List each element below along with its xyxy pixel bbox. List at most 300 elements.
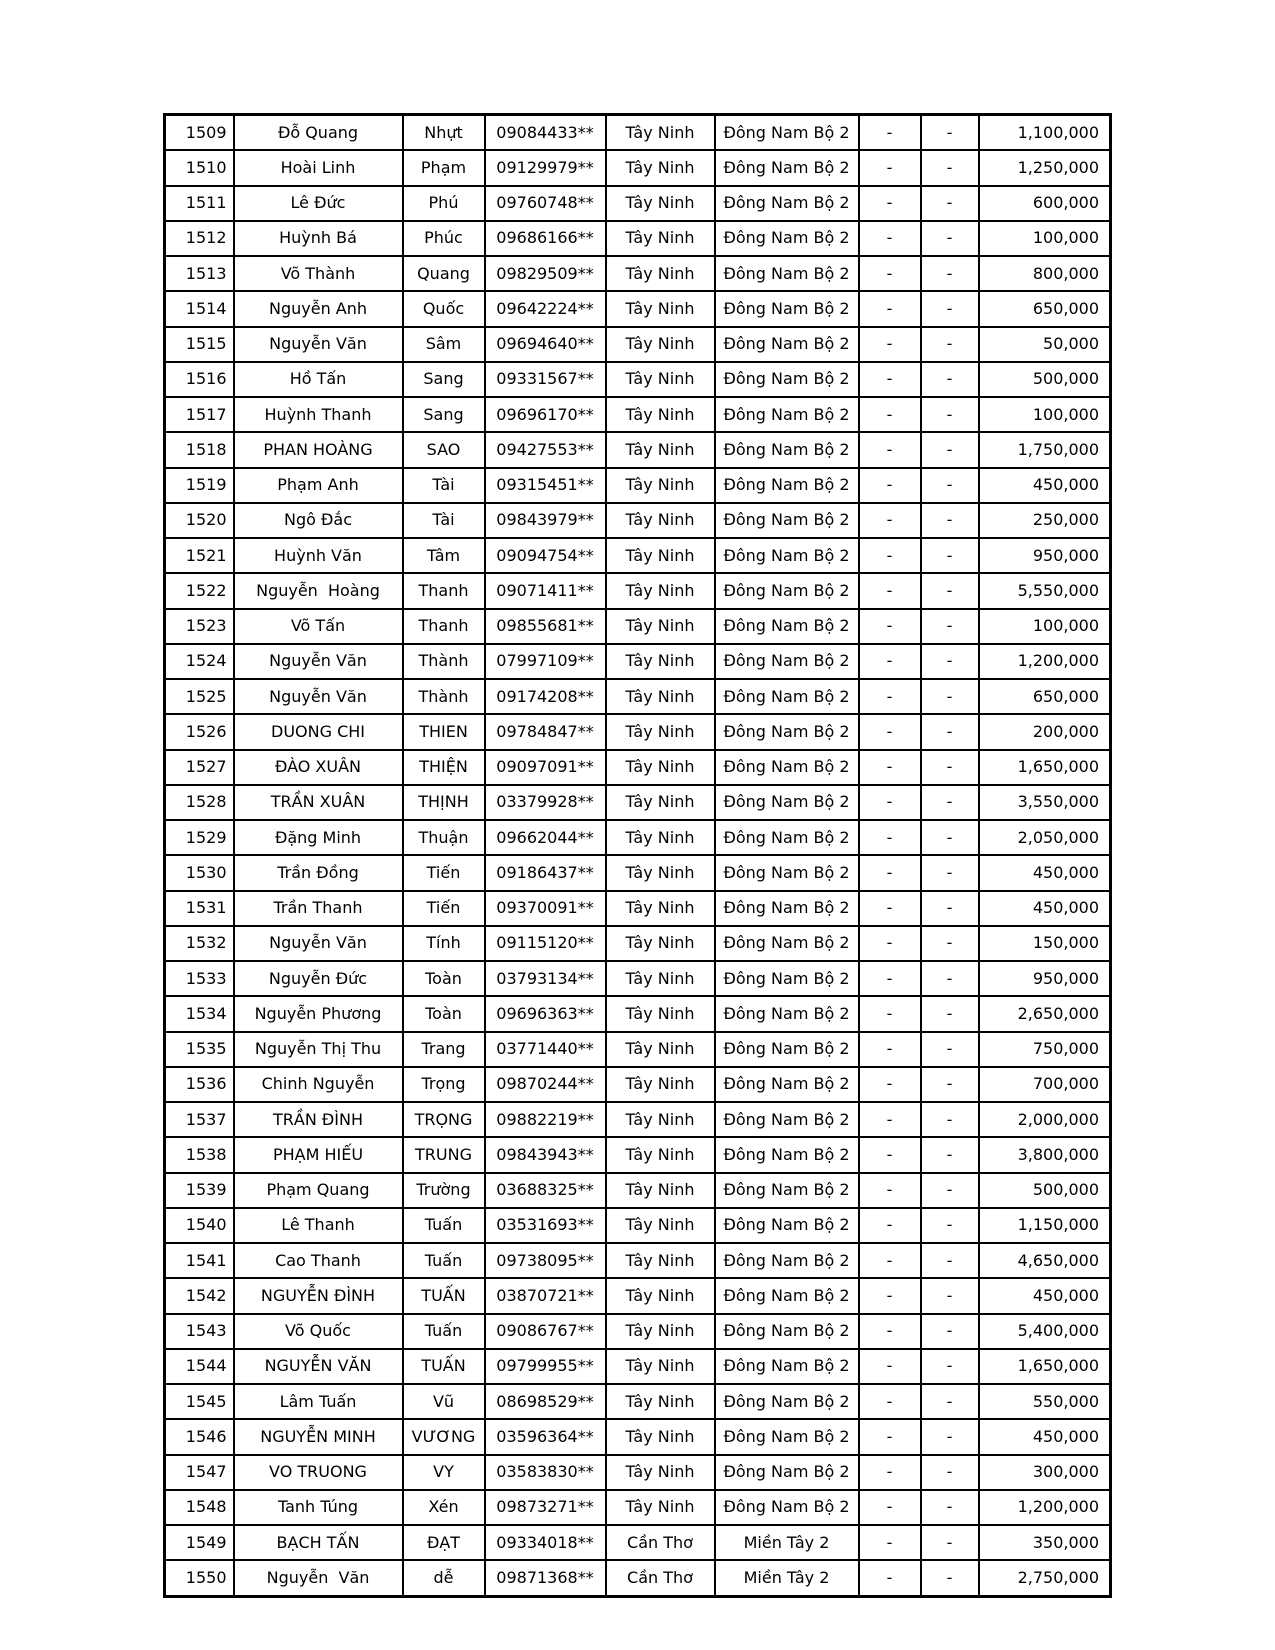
cell-phone-masked: 09784847** (485, 714, 606, 749)
table-row (165, 186, 1111, 221)
cell-phone-masked: 07997109** (485, 644, 606, 679)
cell-phone-masked: 09084433** (485, 115, 606, 151)
cell-row-number: 1532 (165, 926, 234, 961)
cell-phone-masked: 09115120** (485, 926, 606, 961)
table-row (165, 679, 1111, 714)
cell-province: Tây Ninh (606, 538, 715, 573)
cell-dash-b: - (921, 1525, 979, 1560)
cell-region: Đông Nam Bộ 2 (715, 961, 859, 996)
table-row (165, 785, 1111, 820)
cell-province: Tây Ninh (606, 1032, 715, 1067)
cell-phone-masked: 09174208** (485, 679, 606, 714)
cell-dash-b: - (921, 1208, 979, 1243)
cell-phone-masked: 03596364** (485, 1419, 606, 1454)
cell-province: Tây Ninh (606, 432, 715, 467)
cell-first-middle-name: Võ Quốc (234, 1314, 403, 1349)
table-row (165, 1384, 1111, 1419)
cell-region: Đông Nam Bộ 2 (715, 1067, 859, 1102)
cell-phone-masked: 03870721** (485, 1278, 606, 1313)
cell-row-number: 1546 (165, 1419, 234, 1454)
cell-row-number: 1539 (165, 1173, 234, 1208)
cell-region: Đông Nam Bộ 2 (715, 785, 859, 820)
cell-dash-b: - (921, 1384, 979, 1419)
cell-dash-a: - (859, 1455, 921, 1490)
table-row (165, 1067, 1111, 1102)
cell-amount: 100,000 (979, 221, 1111, 256)
cell-region: Đông Nam Bộ 2 (715, 891, 859, 926)
cell-dash-a: - (859, 1137, 921, 1172)
cell-province: Tây Ninh (606, 609, 715, 644)
cell-first-middle-name: Nguyễn Đức (234, 961, 403, 996)
cell-row-number: 1513 (165, 256, 234, 291)
cell-dash-a: - (859, 538, 921, 573)
cell-amount: 800,000 (979, 256, 1111, 291)
cell-province: Tây Ninh (606, 115, 715, 151)
cell-dash-a: - (859, 644, 921, 679)
cell-dash-b: - (921, 256, 979, 291)
cell-amount: 2,650,000 (979, 996, 1111, 1031)
cell-row-number: 1543 (165, 1314, 234, 1349)
cell-amount: 650,000 (979, 291, 1111, 326)
cell-phone-masked: 09071411** (485, 573, 606, 608)
table-row (165, 1419, 1111, 1454)
cell-row-number: 1536 (165, 1067, 234, 1102)
cell-last-name: Sang (403, 362, 485, 397)
table-row (165, 1208, 1111, 1243)
cell-phone-masked: 09760748** (485, 186, 606, 221)
cell-province: Tây Ninh (606, 1173, 715, 1208)
cell-dash-b: - (921, 714, 979, 749)
cell-last-name: Vũ (403, 1384, 485, 1419)
cell-first-middle-name: PHẠM HIẾU (234, 1137, 403, 1172)
cell-last-name: TUẤN (403, 1278, 485, 1313)
cell-region: Đông Nam Bộ 2 (715, 926, 859, 961)
table-row (165, 1278, 1111, 1313)
cell-region: Đông Nam Bộ 2 (715, 186, 859, 221)
cell-region: Đông Nam Bộ 2 (715, 432, 859, 467)
cell-row-number: 1512 (165, 221, 234, 256)
cell-first-middle-name: Huỳnh Thanh (234, 397, 403, 432)
cell-amount: 500,000 (979, 1173, 1111, 1208)
table-row (165, 327, 1111, 362)
cell-phone-masked: 09843979** (485, 503, 606, 538)
cell-first-middle-name: Đỗ Quang (234, 115, 403, 151)
cell-region: Đông Nam Bộ 2 (715, 644, 859, 679)
cell-row-number: 1538 (165, 1137, 234, 1172)
cell-row-number: 1549 (165, 1525, 234, 1560)
table-row (165, 820, 1111, 855)
cell-row-number: 1519 (165, 468, 234, 503)
cell-dash-a: - (859, 1173, 921, 1208)
cell-row-number: 1535 (165, 1032, 234, 1067)
cell-dash-a: - (859, 961, 921, 996)
cell-phone-masked: 09694640** (485, 327, 606, 362)
table-row (165, 926, 1111, 961)
cell-dash-a: - (859, 1560, 921, 1596)
cell-dash-a: - (859, 468, 921, 503)
cell-amount: 550,000 (979, 1384, 1111, 1419)
cell-first-middle-name: Nguyễn Văn (234, 1560, 403, 1596)
cell-phone-masked: 09738095** (485, 1243, 606, 1278)
cell-dash-a: - (859, 503, 921, 538)
cell-last-name: ĐẠT (403, 1525, 485, 1560)
cell-province: Tây Ninh (606, 291, 715, 326)
cell-phone-masked: 09086767** (485, 1314, 606, 1349)
cell-last-name: Phú (403, 186, 485, 221)
cell-amount: 200,000 (979, 714, 1111, 749)
table-body (165, 115, 1111, 1597)
cell-province: Tây Ninh (606, 1137, 715, 1172)
table-row (165, 1314, 1111, 1349)
cell-last-name: Tuấn (403, 1243, 485, 1278)
cell-province: Tây Ninh (606, 891, 715, 926)
cell-province: Tây Ninh (606, 961, 715, 996)
cell-dash-b: - (921, 327, 979, 362)
cell-dash-b: - (921, 996, 979, 1031)
table-row (165, 996, 1111, 1031)
cell-row-number: 1527 (165, 750, 234, 785)
cell-region: Đông Nam Bộ 2 (715, 1314, 859, 1349)
cell-dash-a: - (859, 1243, 921, 1278)
cell-dash-a: - (859, 327, 921, 362)
cell-amount: 1,650,000 (979, 750, 1111, 785)
cell-last-name: Phúc (403, 221, 485, 256)
cell-region: Đông Nam Bộ 2 (715, 1349, 859, 1384)
cell-dash-a: - (859, 397, 921, 432)
cell-row-number: 1529 (165, 820, 234, 855)
cell-province: Tây Ninh (606, 1455, 715, 1490)
cell-row-number: 1518 (165, 432, 234, 467)
table-row (165, 256, 1111, 291)
cell-first-middle-name: TRẦN ĐÌNH (234, 1102, 403, 1137)
cell-province: Tây Ninh (606, 714, 715, 749)
cell-last-name: Toàn (403, 996, 485, 1031)
cell-phone-masked: 09882219** (485, 1102, 606, 1137)
table-row (165, 1102, 1111, 1137)
cell-province: Tây Ninh (606, 1490, 715, 1525)
cell-last-name: VY (403, 1455, 485, 1490)
cell-dash-b: - (921, 644, 979, 679)
cell-province: Tây Ninh (606, 855, 715, 890)
cell-phone-masked: 09186437** (485, 855, 606, 890)
cell-last-name: Quang (403, 256, 485, 291)
cell-amount: 950,000 (979, 961, 1111, 996)
cell-region: Đông Nam Bộ 2 (715, 1137, 859, 1172)
cell-dash-a: - (859, 714, 921, 749)
table-row (165, 397, 1111, 432)
cell-first-middle-name: Cao Thanh (234, 1243, 403, 1278)
cell-amount: 3,800,000 (979, 1137, 1111, 1172)
cell-last-name: Tài (403, 503, 485, 538)
cell-dash-b: - (921, 926, 979, 961)
cell-dash-b: - (921, 432, 979, 467)
cell-region: Đông Nam Bộ 2 (715, 538, 859, 573)
cell-row-number: 1541 (165, 1243, 234, 1278)
cell-amount: 1,650,000 (979, 1349, 1111, 1384)
cell-dash-b: - (921, 1560, 979, 1596)
cell-region: Đông Nam Bộ 2 (715, 256, 859, 291)
cell-dash-b: - (921, 750, 979, 785)
cell-province: Tây Ninh (606, 644, 715, 679)
cell-province: Tây Ninh (606, 996, 715, 1031)
cell-dash-b: - (921, 397, 979, 432)
cell-phone-masked: 09129979** (485, 150, 606, 185)
cell-last-name: Tính (403, 926, 485, 961)
table-row (165, 1560, 1111, 1596)
cell-phone-masked: 09696363** (485, 996, 606, 1031)
cell-amount: 4,650,000 (979, 1243, 1111, 1278)
cell-dash-b: - (921, 1419, 979, 1454)
cell-phone-masked: 03531693** (485, 1208, 606, 1243)
cell-dash-a: - (859, 1278, 921, 1313)
cell-dash-b: - (921, 115, 979, 151)
cell-last-name: VƯƠNG (403, 1419, 485, 1454)
cell-dash-a: - (859, 1067, 921, 1102)
cell-region: Đông Nam Bộ 2 (715, 1419, 859, 1454)
cell-amount: 1,100,000 (979, 115, 1111, 151)
cell-region: Đông Nam Bộ 2 (715, 609, 859, 644)
cell-row-number: 1509 (165, 115, 234, 151)
cell-row-number: 1511 (165, 186, 234, 221)
table-row (165, 115, 1111, 151)
cell-dash-a: - (859, 1384, 921, 1419)
cell-dash-b: - (921, 538, 979, 573)
cell-amount: 5,400,000 (979, 1314, 1111, 1349)
cell-phone-masked: 03379928** (485, 785, 606, 820)
cell-first-middle-name: TRẦN XUÂN (234, 785, 403, 820)
cell-last-name: Trọng (403, 1067, 485, 1102)
cell-row-number: 1515 (165, 327, 234, 362)
cell-row-number: 1516 (165, 362, 234, 397)
cell-dash-a: - (859, 573, 921, 608)
cell-dash-a: - (859, 1490, 921, 1525)
cell-last-name: TRUNG (403, 1137, 485, 1172)
cell-region: Đông Nam Bộ 2 (715, 291, 859, 326)
cell-first-middle-name: Nguyễn Anh (234, 291, 403, 326)
cell-row-number: 1521 (165, 538, 234, 573)
cell-first-middle-name: NGUYỄN ĐÌNH (234, 1278, 403, 1313)
cell-row-number: 1523 (165, 609, 234, 644)
cell-dash-b: - (921, 150, 979, 185)
cell-dash-b: - (921, 1137, 979, 1172)
cell-phone-masked: 03771440** (485, 1032, 606, 1067)
cell-first-middle-name: PHAN HOÀNG (234, 432, 403, 467)
cell-amount: 1,150,000 (979, 1208, 1111, 1243)
cell-phone-masked: 09097091** (485, 750, 606, 785)
cell-province: Tây Ninh (606, 750, 715, 785)
cell-row-number: 1525 (165, 679, 234, 714)
cell-first-middle-name: Nguyễn Thị Thu (234, 1032, 403, 1067)
cell-region: Đông Nam Bộ 2 (715, 327, 859, 362)
table-row (165, 150, 1111, 185)
cell-province: Tây Ninh (606, 1419, 715, 1454)
cell-dash-a: - (859, 115, 921, 151)
cell-dash-a: - (859, 1032, 921, 1067)
cell-amount: 500,000 (979, 362, 1111, 397)
cell-row-number: 1522 (165, 573, 234, 608)
cell-province: Tây Ninh (606, 1314, 715, 1349)
cell-first-middle-name: Trần Thanh (234, 891, 403, 926)
cell-last-name: THIEN (403, 714, 485, 749)
cell-dash-a: - (859, 820, 921, 855)
cell-last-name: Thuận (403, 820, 485, 855)
cell-dash-b: - (921, 221, 979, 256)
cell-phone-masked: 09427553** (485, 432, 606, 467)
cell-last-name: Tuấn (403, 1314, 485, 1349)
cell-row-number: 1526 (165, 714, 234, 749)
cell-province: Cần Thơ (606, 1560, 715, 1596)
cell-last-name: Thành (403, 679, 485, 714)
cell-last-name: Trang (403, 1032, 485, 1067)
cell-amount: 300,000 (979, 1455, 1111, 1490)
cell-region: Đông Nam Bộ 2 (715, 1455, 859, 1490)
cell-dash-a: - (859, 1525, 921, 1560)
cell-last-name: Tài (403, 468, 485, 503)
cell-amount: 2,000,000 (979, 1102, 1111, 1137)
cell-first-middle-name: DUONG CHI (234, 714, 403, 749)
table-row (165, 573, 1111, 608)
cell-region: Đông Nam Bộ 2 (715, 1490, 859, 1525)
cell-phone-masked: 03793134** (485, 961, 606, 996)
cell-last-name: Trường (403, 1173, 485, 1208)
cell-amount: 5,550,000 (979, 573, 1111, 608)
member-donation-table (163, 113, 1112, 1598)
cell-row-number: 1530 (165, 855, 234, 890)
cell-row-number: 1533 (165, 961, 234, 996)
cell-province: Tây Ninh (606, 150, 715, 185)
cell-dash-a: - (859, 891, 921, 926)
cell-last-name: Tiến (403, 855, 485, 890)
cell-province: Tây Ninh (606, 573, 715, 608)
cell-region: Đông Nam Bộ 2 (715, 468, 859, 503)
cell-province: Cần Thơ (606, 1525, 715, 1560)
cell-first-middle-name: VO TRUONG (234, 1455, 403, 1490)
table-row (165, 291, 1111, 326)
cell-dash-b: - (921, 1490, 979, 1525)
cell-dash-a: - (859, 1208, 921, 1243)
cell-province: Tây Ninh (606, 468, 715, 503)
cell-region: Đông Nam Bộ 2 (715, 820, 859, 855)
table-row (165, 609, 1111, 644)
cell-amount: 250,000 (979, 503, 1111, 538)
cell-amount: 100,000 (979, 609, 1111, 644)
cell-row-number: 1531 (165, 891, 234, 926)
cell-region: Đông Nam Bộ 2 (715, 1102, 859, 1137)
cell-last-name: Thanh (403, 573, 485, 608)
cell-dash-b: - (921, 291, 979, 326)
cell-province: Tây Ninh (606, 256, 715, 291)
cell-phone-masked: 09642224** (485, 291, 606, 326)
cell-dash-b: - (921, 1067, 979, 1102)
cell-last-name: Phạm (403, 150, 485, 185)
cell-last-name: Thanh (403, 609, 485, 644)
cell-phone-masked: 09662044** (485, 820, 606, 855)
cell-row-number: 1547 (165, 1455, 234, 1490)
cell-phone-masked: 09871368** (485, 1560, 606, 1596)
cell-dash-b: - (921, 1102, 979, 1137)
table-row (165, 1349, 1111, 1384)
cell-phone-masked: 03583830** (485, 1455, 606, 1490)
cell-first-middle-name: Lê Thanh (234, 1208, 403, 1243)
cell-region: Đông Nam Bộ 2 (715, 1384, 859, 1419)
cell-first-middle-name: Võ Tấn (234, 609, 403, 644)
cell-row-number: 1520 (165, 503, 234, 538)
table-row (165, 855, 1111, 890)
cell-amount: 350,000 (979, 1525, 1111, 1560)
table-row (165, 1032, 1111, 1067)
cell-last-name: dễ (403, 1560, 485, 1596)
cell-first-middle-name: NGUYỄN MINH (234, 1419, 403, 1454)
cell-province: Tây Ninh (606, 186, 715, 221)
cell-dash-a: - (859, 1102, 921, 1137)
cell-amount: 450,000 (979, 891, 1111, 926)
cell-amount: 700,000 (979, 1067, 1111, 1102)
table-row (165, 1243, 1111, 1278)
cell-last-name: Tâm (403, 538, 485, 573)
cell-dash-b: - (921, 1243, 979, 1278)
cell-province: Tây Ninh (606, 362, 715, 397)
cell-dash-a: - (859, 855, 921, 890)
cell-amount: 450,000 (979, 468, 1111, 503)
cell-first-middle-name: Võ Thành (234, 256, 403, 291)
cell-dash-b: - (921, 1314, 979, 1349)
cell-region: Đông Nam Bộ 2 (715, 714, 859, 749)
cell-amount: 650,000 (979, 679, 1111, 714)
cell-phone-masked: 09331567** (485, 362, 606, 397)
cell-phone-masked: 09799955** (485, 1349, 606, 1384)
cell-dash-a: - (859, 186, 921, 221)
cell-dash-b: - (921, 1455, 979, 1490)
cell-phone-masked: 09094754** (485, 538, 606, 573)
cell-first-middle-name: BẠCH TẤN (234, 1525, 403, 1560)
table-row (165, 891, 1111, 926)
cell-amount: 2,050,000 (979, 820, 1111, 855)
cell-amount: 50,000 (979, 327, 1111, 362)
cell-region: Đông Nam Bộ 2 (715, 1208, 859, 1243)
cell-province: Tây Ninh (606, 1349, 715, 1384)
cell-dash-b: - (921, 820, 979, 855)
cell-last-name: TUẤN (403, 1349, 485, 1384)
cell-region: Đông Nam Bộ 2 (715, 996, 859, 1031)
cell-last-name: Xén (403, 1490, 485, 1525)
cell-dash-b: - (921, 1278, 979, 1313)
cell-last-name: Tuấn (403, 1208, 485, 1243)
cell-region: Đông Nam Bộ 2 (715, 150, 859, 185)
cell-last-name: Nhựt (403, 115, 485, 151)
cell-row-number: 1517 (165, 397, 234, 432)
table-row (165, 362, 1111, 397)
cell-dash-a: - (859, 256, 921, 291)
cell-region: Đông Nam Bộ 2 (715, 1173, 859, 1208)
cell-phone-masked: 09370091** (485, 891, 606, 926)
cell-first-middle-name: Lâm Tuấn (234, 1384, 403, 1419)
cell-phone-masked: 09829509** (485, 256, 606, 291)
cell-amount: 450,000 (979, 1419, 1111, 1454)
table-row (165, 961, 1111, 996)
cell-dash-b: - (921, 186, 979, 221)
table-row (165, 714, 1111, 749)
cell-dash-a: - (859, 1419, 921, 1454)
cell-first-middle-name: Nguyễn Văn (234, 327, 403, 362)
cell-dash-a: - (859, 1349, 921, 1384)
cell-province: Tây Ninh (606, 926, 715, 961)
cell-dash-b: - (921, 679, 979, 714)
cell-phone-masked: 09315451** (485, 468, 606, 503)
cell-dash-a: - (859, 996, 921, 1031)
cell-phone-masked: 09843943** (485, 1137, 606, 1172)
cell-region: Đông Nam Bộ 2 (715, 221, 859, 256)
cell-dash-b: - (921, 609, 979, 644)
